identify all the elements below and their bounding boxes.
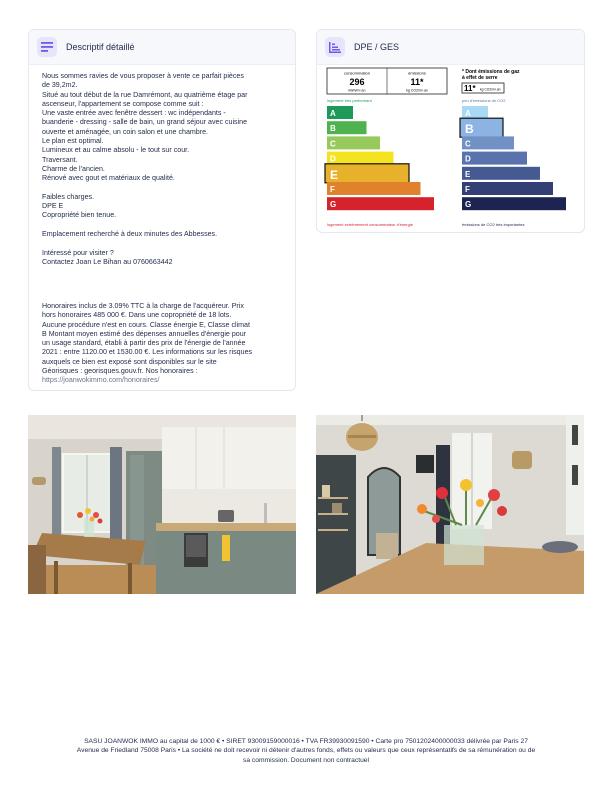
ges-class-label: A <box>465 109 471 118</box>
ges-value: 11* <box>464 84 476 93</box>
emissions-label: émissions <box>408 70 426 76</box>
bar-chart-icon <box>325 37 345 57</box>
fees-line: hors honoraires 485 000 €. Dans une copropriété de 18 lots. <box>42 311 232 320</box>
description-card-header <box>29 30 295 65</box>
energy-class-label: D <box>330 154 336 164</box>
ges-unit: kg CO2/m².an <box>480 87 501 92</box>
energy-class-label: G <box>330 200 337 210</box>
ges-class-label: E <box>465 169 471 179</box>
description-line: Copropriété bien tenue. <box>42 211 117 220</box>
energy-top-caption: logement très performant <box>327 98 372 103</box>
energy-class-label: E <box>330 167 339 182</box>
fees-line: 2021 : entre 1120.00 et 1530.00 €. Les informations sur les risques <box>42 348 253 357</box>
energy-class-label: B <box>330 124 336 134</box>
description-line: buanderie - dressing - salle de bain, un grand séjour avec cuisine <box>42 118 248 127</box>
fees-text <box>42 302 284 386</box>
dpe-card-header <box>317 30 584 65</box>
ges-top-caption: peu d'émissions de CO2 <box>462 98 506 103</box>
description-line: Contactez Joan Le Bihan au 0760663442 <box>42 257 173 266</box>
ges-class-label: D <box>465 154 471 164</box>
ges-bar-d <box>462 152 527 165</box>
consumption-unit: kWh/m².an <box>348 88 366 93</box>
list-icon <box>37 37 57 57</box>
fees-line: un usage standard, établi à partir des prix de l'énergie de l'année <box>42 339 246 348</box>
description-line: Emplacement recherché à deux minutes des Abbesses. <box>42 230 218 239</box>
description-line <box>42 184 283 193</box>
fees-line: B Montant moyen estimé des dépenses annuelles d'énergie pour <box>42 329 247 338</box>
footer-line-3: sa commission. Document non contractuel <box>242 756 369 764</box>
ges-note-line1: * Dont émissions de gaz <box>462 69 520 75</box>
description-line: ouverte et aménagée, un coin salon et une chambre. <box>42 127 209 136</box>
footer-line-1: SASU JOANWOK IMMO au capital de 1000 € • SIRET 93009159000016 • TVA FR39930091590 • Carte pro 7501202400000033 délivrée par Paris 27 <box>84 738 528 745</box>
kitchen-photo <box>28 415 296 594</box>
description-line: de 39,2m2. <box>42 81 78 90</box>
description-line: Une vaste entrée avec fenêtre dessert : wc indépendants - <box>42 109 226 118</box>
energy-bar-d <box>327 152 394 165</box>
energy-bar-f <box>327 182 421 195</box>
footer-line-2: Avenue de Friedland 75008 Paris • La société ne doit recevoir ni détenir d'autres fonds, effets ou valeurs que ceux représentatifs de sa rémunération ou de <box>76 747 536 755</box>
description-line: Le plan est optimal. <box>42 137 104 146</box>
ges-bar-g <box>462 197 566 210</box>
description-line <box>42 221 283 230</box>
fees-line: Aucune procédure n'est en cours. Classe énergie E, Classe climat <box>42 320 250 329</box>
legal-footer <box>24 737 588 765</box>
description-line: Intéressé pour visiter ? <box>42 248 114 257</box>
description-line: Nous sommes ravies de vous proposer à vente ce parfait pièces <box>42 72 244 80</box>
description-line: Charme de l'ancien. <box>42 164 105 173</box>
description-line: DPE E <box>42 202 64 211</box>
dpe-labels <box>317 64 584 235</box>
description-title: Descriptif détaillé <box>66 42 135 52</box>
description-line <box>42 239 283 248</box>
living-room-photo <box>316 415 584 594</box>
emissions-value: 11* <box>410 77 424 87</box>
consumption-value: 296 <box>349 77 365 87</box>
energy-bottom-caption: logement extrêmement consommateur d'énergie <box>327 222 413 227</box>
emissions-unit: kg CO2/m².an <box>406 88 428 93</box>
energy-class-label: A <box>330 109 336 118</box>
description-line: Lumineux et au calme absolu - le tout sur cour. <box>42 146 190 155</box>
description-line: Traversant. <box>42 155 78 164</box>
ges-class-label: G <box>465 200 472 210</box>
ges-bar-f <box>462 182 553 195</box>
ges-class-label: C <box>465 139 471 149</box>
ges-note-line2: à effet de serre <box>462 75 498 81</box>
fees-line: auxquels ce bien est exposé sont disponibles sur le site <box>42 357 217 366</box>
dpe-ges-card <box>316 29 585 233</box>
description-card <box>28 29 296 391</box>
description-line: Faibles charges. <box>42 192 95 201</box>
fees-line: Honoraires inclus de 3.09% TTC à la charge de l'acquéreur. Prix <box>42 302 244 310</box>
ges-class-label: F <box>465 185 470 194</box>
description-line: Situé au tout début de la rue Damrémont, au quatrième étage par <box>42 90 248 99</box>
description-text <box>29 65 295 267</box>
energy-class-label: C <box>330 139 336 149</box>
dpe-title: DPE / GES <box>354 42 400 52</box>
description-line: ascenseur, l'appartement se compose comme suit : <box>42 99 204 108</box>
ges-bar-e <box>462 167 540 180</box>
fees-link[interactable]: https://joanwokimmo.com/honoraires/ <box>42 376 160 385</box>
energy-class-label: F <box>330 185 335 194</box>
description-line: Rénové avec gout et matériaux de qualité. <box>42 174 175 183</box>
consumption-label: consommation <box>343 70 371 76</box>
ges-class-label: B <box>465 122 474 137</box>
energy-bar-g <box>327 197 434 210</box>
fees-line: Géorisques : georisques.gouv.fr. Nos honoraires : <box>42 367 198 376</box>
ges-bottom-caption: émissions de CO2 très importantes <box>462 222 525 227</box>
